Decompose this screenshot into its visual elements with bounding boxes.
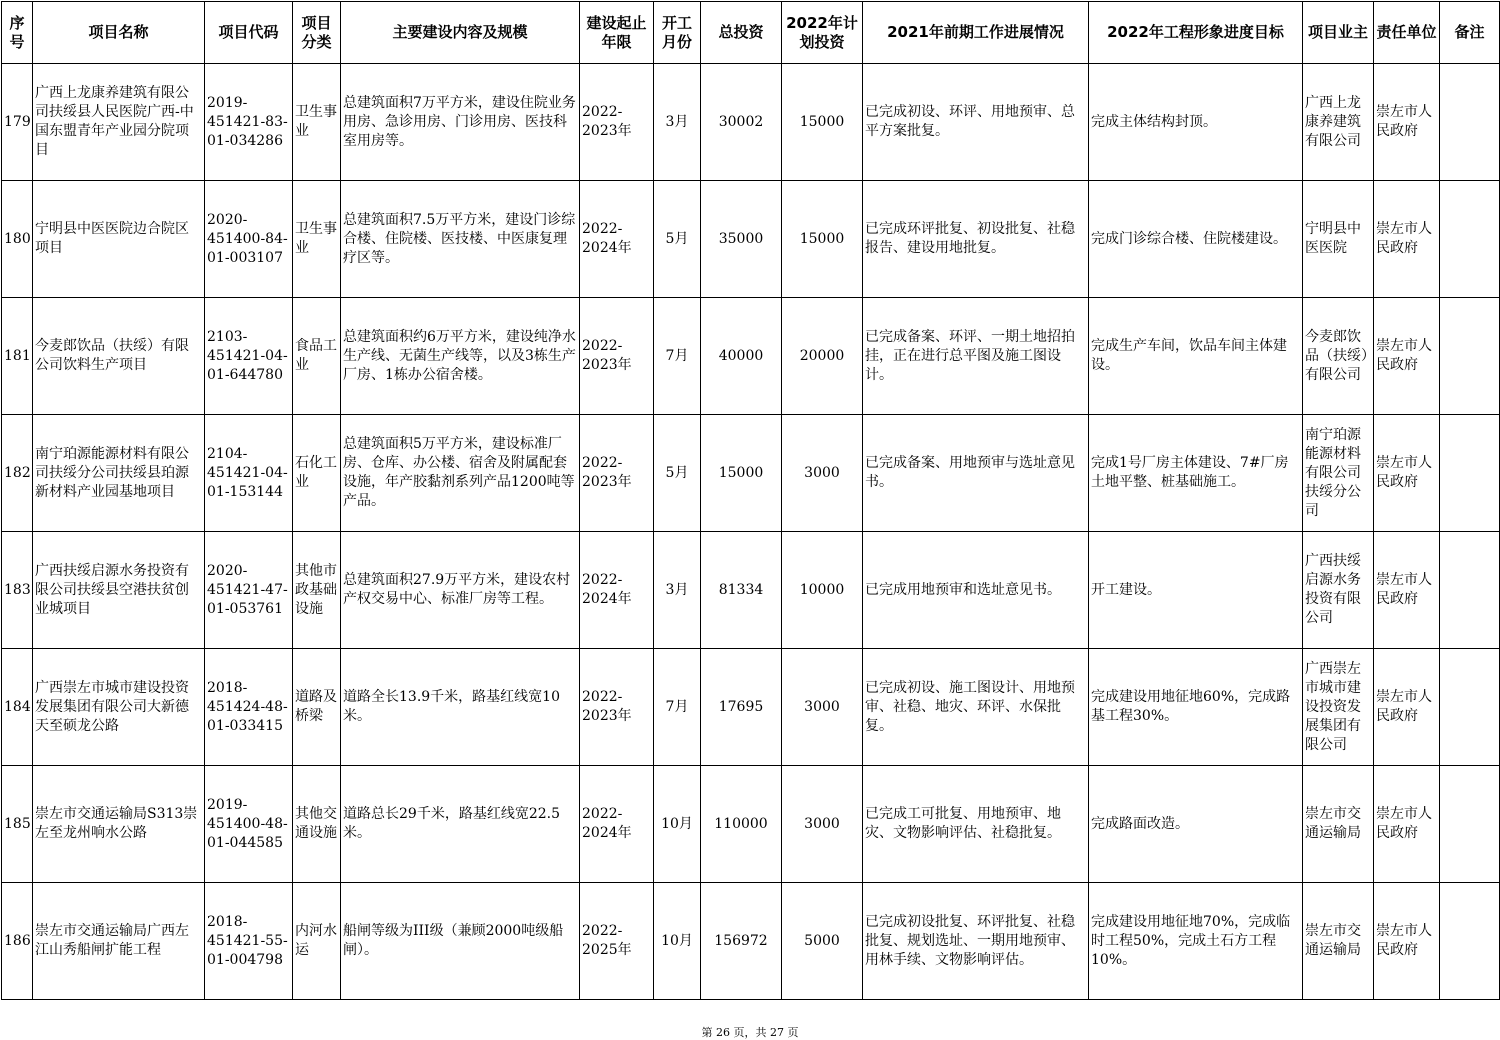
- cell-content: 总建筑面积约6万平方米，建设纯净水生产线、无菌生产线等，以及3栋生产厂房、1栋办公宿舍楼。: [341, 298, 580, 415]
- table-row: [2, 883, 1500, 1000]
- cell-total: 30002: [701, 64, 782, 181]
- cell-owner: 广西崇左市城市建设投资发展集团有限公司: [1303, 649, 1374, 766]
- cell-total: 17695: [701, 649, 782, 766]
- cell-month: 10月: [654, 766, 701, 883]
- cell-seq: 180: [2, 181, 33, 298]
- cell-unit: 崇左市人民政府: [1374, 649, 1440, 766]
- cell-plan2022: 20000: [782, 298, 863, 415]
- cell-category: 卫生事业: [293, 181, 341, 298]
- cell-seq: 183: [2, 532, 33, 649]
- cell-progress2021: 已完成备案、用地预审与选址意见书。: [863, 415, 1089, 532]
- cell-unit: 崇左市人民政府: [1374, 415, 1440, 532]
- header-seq: 序号: [2, 2, 33, 64]
- header-row: [2, 2, 1500, 64]
- cell-period: 2022-2024年: [580, 532, 654, 649]
- cell-content: 总建筑面积5万平方米，建设标准厂房、仓库、办公楼、宿舍及附属配套设施，年产胶黏剂系列产品1200吨等产品。: [341, 415, 580, 532]
- cell-category: 其他交通设施: [293, 766, 341, 883]
- cell-owner: 今麦郎饮品（扶绥）有限公司: [1303, 298, 1374, 415]
- cell-name: 崇左市交通运输局S313崇左至龙州响水公路: [33, 766, 205, 883]
- cell-period: 2022-2024年: [580, 181, 654, 298]
- cell-category: 其他市政基础设施: [293, 532, 341, 649]
- cell-owner: 南宁珀源能源材料有限公司扶绥分公司: [1303, 415, 1374, 532]
- cell-code: 2019-451400-48-01-044585: [205, 766, 293, 883]
- cell-progress2021: 已完成工可批复、用地预审、地灾、文物影响评估、社稳批复。: [863, 766, 1089, 883]
- cell-plan2022: 15000: [782, 64, 863, 181]
- cell-seq: 185: [2, 766, 33, 883]
- cell-owner: 崇左市交通运输局: [1303, 766, 1374, 883]
- cell-name: 宁明县中医医院边合院区项目: [33, 181, 205, 298]
- cell-target2022: 完成门诊综合楼、住院楼建设。: [1089, 181, 1303, 298]
- cell-remark: [1440, 883, 1500, 1000]
- table-row: [2, 181, 1500, 298]
- cell-unit: 崇左市人民政府: [1374, 883, 1440, 1000]
- cell-target2022: 完成路面改造。: [1089, 766, 1303, 883]
- cell-remark: [1440, 415, 1500, 532]
- cell-owner: 广西上龙康养建筑有限公司: [1303, 64, 1374, 181]
- cell-progress2021: 已完成初设批复、环评批复、社稳批复、规划选址、一期用地预审、用林手续、文物影响评估。: [863, 883, 1089, 1000]
- header-owner: 项目业主: [1303, 2, 1374, 64]
- table-row: [2, 298, 1500, 415]
- cell-target2022: 完成建设用地征地60%，完成路基工程30%。: [1089, 649, 1303, 766]
- cell-name: 南宁珀源能源材料有限公司扶绥分公司扶绥县珀源新材料产业园基地项目: [33, 415, 205, 532]
- cell-month: 5月: [654, 415, 701, 532]
- table-row: [2, 649, 1500, 766]
- cell-remark: [1440, 766, 1500, 883]
- cell-period: 2022-2023年: [580, 649, 654, 766]
- cell-remark: [1440, 532, 1500, 649]
- cell-target2022: 完成主体结构封顶。: [1089, 64, 1303, 181]
- cell-target2022: 完成生产车间，饮品车间主体建设。: [1089, 298, 1303, 415]
- cell-unit: 崇左市人民政府: [1374, 298, 1440, 415]
- cell-total: 15000: [701, 415, 782, 532]
- cell-progress2021: 已完成初设、施工图设计、用地预审、社稳、地灾、环评、水保批复。: [863, 649, 1089, 766]
- cell-category: 食品工业: [293, 298, 341, 415]
- cell-content: 总建筑面积27.9万平方米，建设农村产权交易中心、标准厂房等工程。: [341, 532, 580, 649]
- header-month: 开工月份: [654, 2, 701, 64]
- header-unit: 责任单位: [1374, 2, 1440, 64]
- project-table: [1, 1, 1500, 1000]
- cell-name: 广西上龙康养建筑有限公司扶绥县人民医院广西-中国东盟青年产业园分院项目: [33, 64, 205, 181]
- cell-progress2021: 已完成备案、环评、一期土地招拍挂，正在进行总平图及施工图设计。: [863, 298, 1089, 415]
- cell-category: 石化工业: [293, 415, 341, 532]
- cell-month: 7月: [654, 298, 701, 415]
- cell-code: 2018-451424-48-01-033415: [205, 649, 293, 766]
- cell-owner: 宁明县中医医院: [1303, 181, 1374, 298]
- header-code: 项目代码: [205, 2, 293, 64]
- cell-period: 2022-2023年: [580, 64, 654, 181]
- header-progress2021: 2021年前期工作进展情况: [863, 2, 1089, 64]
- cell-unit: 崇左市人民政府: [1374, 766, 1440, 883]
- cell-seq: 186: [2, 883, 33, 1000]
- table-row: [2, 766, 1500, 883]
- header-plan2022: 2022年计划投资: [782, 2, 863, 64]
- table-row: [2, 64, 1500, 181]
- cell-name: 崇左市交通运输局广西左江山秀船闸扩能工程: [33, 883, 205, 1000]
- header-total: 总投资: [701, 2, 782, 64]
- cell-plan2022: 10000: [782, 532, 863, 649]
- cell-code: 2020-451400-84-01-003107: [205, 181, 293, 298]
- cell-total: 35000: [701, 181, 782, 298]
- cell-code: 2104-451421-04-01-153144: [205, 415, 293, 532]
- header-category: 项目分类: [293, 2, 341, 64]
- cell-name: 广西扶绥启源水务投资有限公司扶绥县空港扶贫创业城项目: [33, 532, 205, 649]
- table-row: [2, 415, 1500, 532]
- cell-content: 总建筑面积7万平方米，建设住院业务用房、急诊用房、门诊用房、医技科室用房等。: [341, 64, 580, 181]
- header-remark: 备注: [1440, 2, 1500, 64]
- cell-total: 156972: [701, 883, 782, 1000]
- header-target2022: 2022年工程形象进度目标: [1089, 2, 1303, 64]
- cell-seq: 184: [2, 649, 33, 766]
- cell-name: 广西崇左市城市建设投资发展集团有限公司大新德天至硕龙公路: [33, 649, 205, 766]
- cell-remark: [1440, 649, 1500, 766]
- cell-seq: 182: [2, 415, 33, 532]
- header-period: 建设起止年限: [580, 2, 654, 64]
- cell-month: 5月: [654, 181, 701, 298]
- cell-content: 总建筑面积7.5万平方米，建设门诊综合楼、住院楼、医技楼、中医康复理疗区等。: [341, 181, 580, 298]
- cell-period: 2022-2024年: [580, 766, 654, 883]
- cell-plan2022: 15000: [782, 181, 863, 298]
- cell-category: 道路及桥梁: [293, 649, 341, 766]
- cell-unit: 崇左市人民政府: [1374, 181, 1440, 298]
- cell-owner: 崇左市交通运输局: [1303, 883, 1374, 1000]
- cell-plan2022: 3000: [782, 649, 863, 766]
- cell-seq: 181: [2, 298, 33, 415]
- cell-remark: [1440, 64, 1500, 181]
- cell-plan2022: 3000: [782, 766, 863, 883]
- cell-month: 10月: [654, 883, 701, 1000]
- cell-month: 7月: [654, 649, 701, 766]
- cell-content: 道路全长13.9千米，路基红线宽10米。: [341, 649, 580, 766]
- cell-content: 道路总长29千米，路基红线宽22.5米。: [341, 766, 580, 883]
- cell-target2022: 完成1号厂房主体建设、7#厂房土地平整、桩基础施工。: [1089, 415, 1303, 532]
- header-name: 项目名称: [33, 2, 205, 64]
- cell-month: 3月: [654, 532, 701, 649]
- cell-total: 81334: [701, 532, 782, 649]
- cell-plan2022: 5000: [782, 883, 863, 1000]
- cell-code: 2020-451421-47-01-053761: [205, 532, 293, 649]
- cell-code: 2103-451421-04-01-644780: [205, 298, 293, 415]
- header-content: 主要建设内容及规模: [341, 2, 580, 64]
- cell-unit: 崇左市人民政府: [1374, 532, 1440, 649]
- cell-owner: 广西扶绥启源水务投资有限公司: [1303, 532, 1374, 649]
- cell-total: 110000: [701, 766, 782, 883]
- cell-unit: 崇左市人民政府: [1374, 64, 1440, 181]
- cell-period: 2022-2023年: [580, 298, 654, 415]
- cell-period: 2022-2023年: [580, 415, 654, 532]
- cell-month: 3月: [654, 64, 701, 181]
- cell-code: 2019-451421-83-01-034286: [205, 64, 293, 181]
- cell-progress2021: 已完成用地预审和选址意见书。: [863, 532, 1089, 649]
- cell-target2022: 开工建设。: [1089, 532, 1303, 649]
- cell-code: 2018-451421-55-01-004798: [205, 883, 293, 1000]
- cell-remark: [1440, 298, 1500, 415]
- page-footer: 第 26 页，共 27 页: [701, 1026, 799, 1039]
- cell-category: 卫生事业: [293, 64, 341, 181]
- cell-content: 船闸等级为III级（兼顾2000吨级船闸）。: [341, 883, 580, 1000]
- cell-total: 40000: [701, 298, 782, 415]
- cell-period: 2022-2025年: [580, 883, 654, 1000]
- cell-category: 内河水运: [293, 883, 341, 1000]
- cell-seq: 179: [2, 64, 33, 181]
- table-row: [2, 532, 1500, 649]
- cell-progress2021: 已完成初设、环评、用地预审、总平方案批复。: [863, 64, 1089, 181]
- cell-progress2021: 已完成环评批复、初设批复、社稳报告、建设用地批复。: [863, 181, 1089, 298]
- cell-target2022: 完成建设用地征地70%，完成临时工程50%，完成土石方工程10%。: [1089, 883, 1303, 1000]
- cell-plan2022: 3000: [782, 415, 863, 532]
- cell-remark: [1440, 181, 1500, 298]
- cell-name: 今麦郎饮品（扶绥）有限公司饮料生产项目: [33, 298, 205, 415]
